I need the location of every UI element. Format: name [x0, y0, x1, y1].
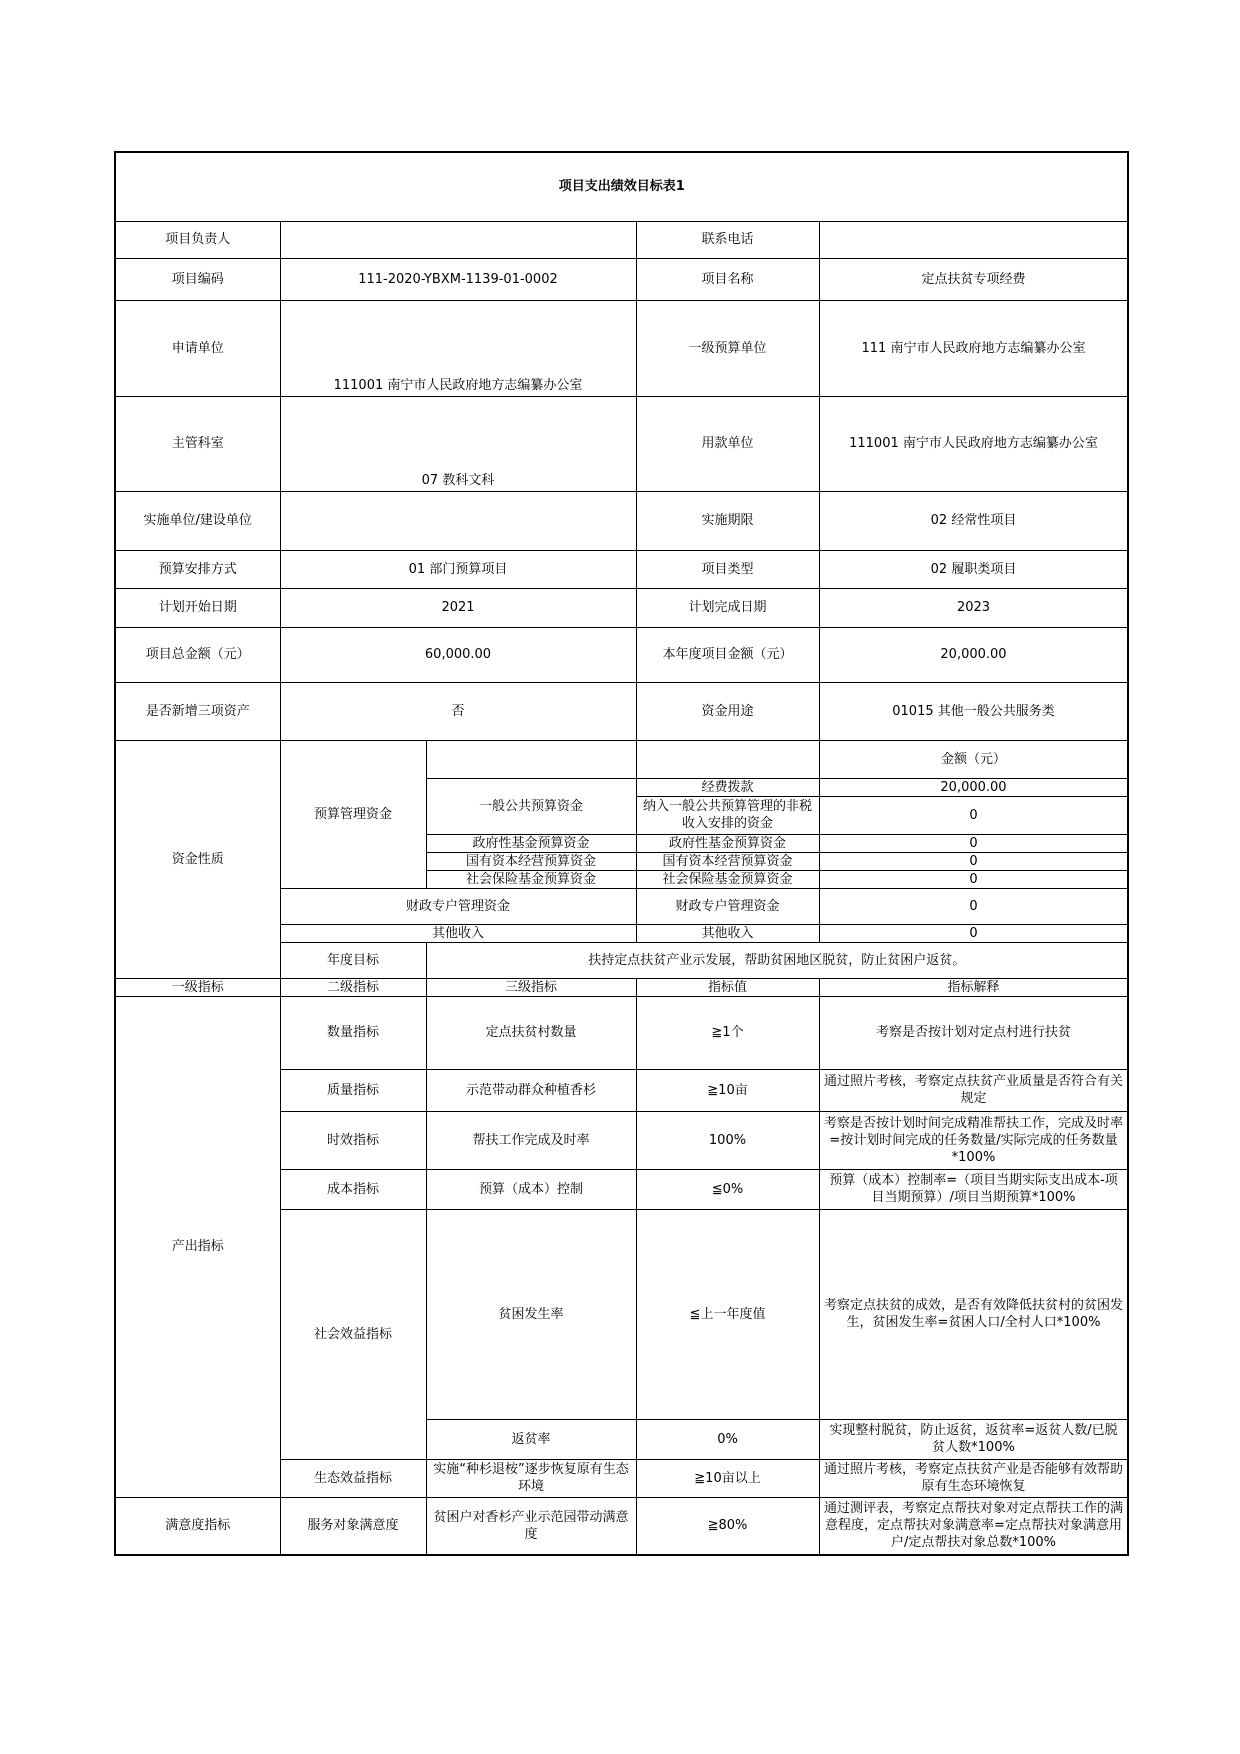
gov-fund-value: 0 — [819, 834, 1128, 852]
amount-header: 金额（元） — [819, 740, 1128, 778]
indicator-explain: 考察是否按计划时间完成精准帮扶工作，完成及时率=按计划时间完成的任务数量/实际完成的任务数量*100% — [819, 1111, 1128, 1169]
budget-mode-label: 预算安排方式 — [115, 550, 280, 588]
other-income-value: 0 — [819, 924, 1128, 942]
applicant-label: 申请单位 — [115, 300, 280, 396]
level3-header: 三级指标 — [426, 978, 636, 996]
new-assets-label: 是否新增三项资产 — [115, 682, 280, 740]
state-capital-label: 国有资本经营预算资金 — [426, 852, 636, 870]
total-amount-value: 60,000.00 — [280, 627, 636, 682]
indicator-explain: 预算（成本）控制率=（项目当期实际支出成本-项目当期预算）/项目当期预算*100% — [819, 1169, 1128, 1209]
indicator-level2: 时效指标 — [280, 1111, 426, 1169]
satisfaction-value: ≧80% — [636, 1497, 819, 1555]
end-date-value: 2023 — [819, 588, 1128, 627]
project-type-value: 02 履职类项目 — [819, 550, 1128, 588]
indicator-value: ≦0% — [636, 1169, 819, 1209]
indicator-level3: 实施“种杉退桉”逐步恢复原有生态环境 — [426, 1459, 636, 1497]
indicator-level2: 数量指标 — [280, 996, 426, 1069]
satisfaction-indicator-label: 满意度指标 — [115, 1497, 280, 1555]
budget-mgmt-label: 预算管理资金 — [280, 740, 426, 888]
social-insurance-label-2: 社会保险基金预算资金 — [636, 870, 819, 888]
indicator-explain: 通过照片考核，考察定点扶贫产业质量是否符合有关规定 — [819, 1069, 1128, 1111]
department-value: 07 教科文科 — [280, 396, 636, 491]
indicator-level3: 预算（成本）控制 — [426, 1169, 636, 1209]
project-name-value: 定点扶贫专项经费 — [819, 258, 1128, 300]
level1-header: 一级指标 — [115, 978, 280, 996]
indicator-level2: 质量指标 — [280, 1069, 426, 1111]
start-date-label: 计划开始日期 — [115, 588, 280, 627]
impl-period-label: 实施期限 — [636, 491, 819, 550]
indicator-level2: 成本指标 — [280, 1169, 426, 1209]
indicator-level3: 示范带动群众种植香杉 — [426, 1069, 636, 1111]
general-budget-label: 一般公共预算资金 — [426, 778, 636, 834]
project-code-value: 111-2020-YBXM-1139-01-0002 — [280, 258, 636, 300]
gov-fund-label-2: 政府性基金预算资金 — [636, 834, 819, 852]
phone-label: 联系电话 — [636, 221, 819, 258]
special-account-label: 财政专户管理资金 — [280, 888, 636, 924]
annual-goal-label: 年度目标 — [280, 942, 426, 978]
user-unit-value: 111001 南宁市人民政府地方志编纂办公室 — [819, 396, 1128, 491]
project-leader-label: 项目负责人 — [115, 221, 280, 258]
performance-target-table — [114, 151, 1129, 1556]
project-code-label: 项目编码 — [115, 258, 280, 300]
indicator-level3: 返贫率 — [426, 1419, 636, 1459]
annual-goal-value: 扶持定点扶贫产业示发展，帮助贫困地区脱贫，防止贫困户返贫。 — [426, 942, 1128, 978]
phone-value — [819, 221, 1128, 258]
project-type-label: 项目类型 — [636, 550, 819, 588]
grant-label: 经费拨款 — [636, 778, 819, 796]
indicator-explain: 通过照片考核，考察定点扶贫产业是否能够有效帮助原有生态环境恢复 — [819, 1459, 1128, 1497]
indicator-level3: 帮扶工作完成及时率 — [426, 1111, 636, 1169]
indicator-explain: 实现整村脱贫，防止返贫，返贫率=返贫人数/已脱贫人数*100% — [819, 1419, 1128, 1459]
indicator-value: ≧10亩 — [636, 1069, 819, 1111]
department-label: 主管科室 — [115, 396, 280, 491]
project-leader-value — [280, 221, 636, 258]
impl-unit-value — [280, 491, 636, 550]
indicator-level3: 贫困发生率 — [426, 1209, 636, 1419]
end-date-label: 计划完成日期 — [636, 588, 819, 627]
new-assets-value: 否 — [280, 682, 636, 740]
satisfaction-level2: 服务对象满意度 — [280, 1497, 426, 1555]
fund-usage-label: 资金用途 — [636, 682, 819, 740]
project-name-label: 项目名称 — [636, 258, 819, 300]
state-capital-value: 0 — [819, 852, 1128, 870]
first-budget-unit-label: 一级预算单位 — [636, 300, 819, 396]
social-insurance-value: 0 — [819, 870, 1128, 888]
table-title: 项目支出绩效目标表1 — [115, 152, 1128, 221]
grant-value: 20,000.00 — [819, 778, 1128, 796]
level2-header: 二级指标 — [280, 978, 426, 996]
output-indicator-label: 产出指标 — [115, 996, 280, 1497]
special-account-label-2: 财政专户管理资金 — [636, 888, 819, 924]
state-capital-label-2: 国有资本经营预算资金 — [636, 852, 819, 870]
impl-period-value: 02 经常性项目 — [819, 491, 1128, 550]
total-amount-label: 项目总金额（元） — [115, 627, 280, 682]
budget-mode-value: 01 部门预算项目 — [280, 550, 636, 588]
user-unit-label: 用款单位 — [636, 396, 819, 491]
indicator-value: 0% — [636, 1419, 819, 1459]
gov-fund-label: 政府性基金预算资金 — [426, 834, 636, 852]
indicator-level2: 社会效益指标 — [280, 1209, 426, 1459]
first-budget-unit-value: 111 南宁市人民政府地方志编纂办公室 — [819, 300, 1128, 396]
fund-header-blank-2 — [636, 740, 819, 778]
other-income-label-2: 其他收入 — [636, 924, 819, 942]
year-amount-label: 本年度项目金额（元） — [636, 627, 819, 682]
other-income-label: 其他收入 — [280, 924, 636, 942]
explain-header: 指标解释 — [819, 978, 1128, 996]
fund-header-blank — [426, 740, 636, 778]
start-date-value: 2021 — [280, 588, 636, 627]
indicator-explain: 考察定点扶贫的成效，是否有效降低扶贫村的贫困发生，贫困发生率=贫困人口/全村人口*100% — [819, 1209, 1128, 1419]
applicant-value: 111001 南宁市人民政府地方志编纂办公室 — [280, 300, 636, 396]
indicator-value: ≧1个 — [636, 996, 819, 1069]
year-amount-value: 20,000.00 — [819, 627, 1128, 682]
nontax-value: 0 — [819, 796, 1128, 834]
social-insurance-label: 社会保险基金预算资金 — [426, 870, 636, 888]
fund-nature-label: 资金性质 — [115, 740, 280, 978]
indicator-value: 100% — [636, 1111, 819, 1169]
indicator-value: ≧10亩以上 — [636, 1459, 819, 1497]
value-header: 指标值 — [636, 978, 819, 996]
special-account-value: 0 — [819, 888, 1128, 924]
satisfaction-explain: 通过测评表，考察定点帮扶对象对定点帮扶工作的满意程度，定点帮扶对象满意率=定点帮扶对象满意用户/定点帮扶对象总数*100% — [819, 1497, 1128, 1555]
satisfaction-level3: 贫困户对香杉产业示范园带动满意度 — [426, 1497, 636, 1555]
nontax-label: 纳入一般公共预算管理的非税收入安排的资金 — [636, 796, 819, 834]
indicator-explain: 考察是否按计划对定点村进行扶贫 — [819, 996, 1128, 1069]
fund-usage-value: 01015 其他一般公共服务类 — [819, 682, 1128, 740]
indicator-level3: 定点扶贫村数量 — [426, 996, 636, 1069]
indicator-level2: 生态效益指标 — [280, 1459, 426, 1497]
impl-unit-label: 实施单位/建设单位 — [115, 491, 280, 550]
indicator-value: ≦上一年度值 — [636, 1209, 819, 1419]
